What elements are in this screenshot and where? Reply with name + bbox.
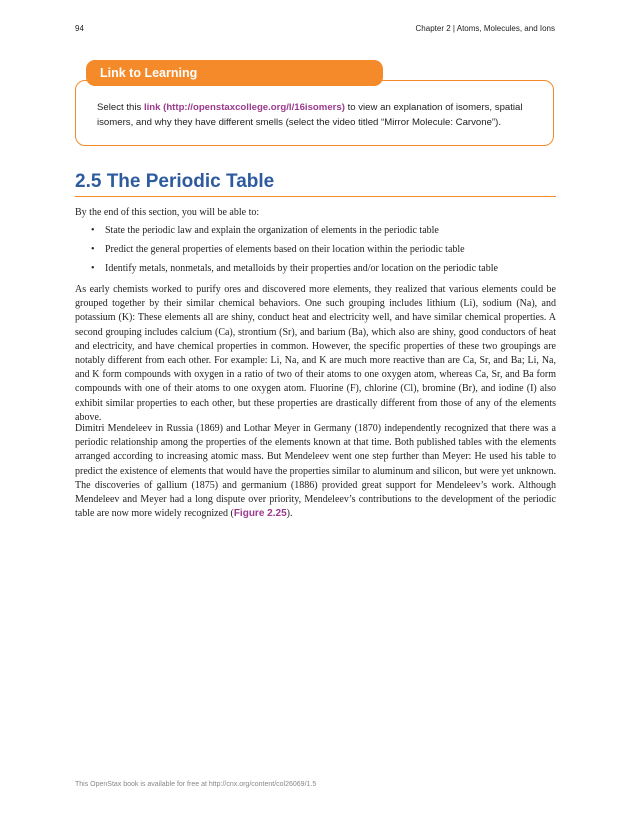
bullet-icon: • <box>91 244 95 255</box>
bullet-icon: • <box>91 263 95 274</box>
list-item <box>75 243 556 262</box>
bullet-icon: • <box>91 225 95 236</box>
figure-reference-link[interactable]: Figure 2.25 <box>233 508 287 520</box>
list-item <box>75 224 556 243</box>
link-to-learning-title: Link to Learning <box>86 60 383 86</box>
learning-objectives-list <box>75 224 556 281</box>
link-description-text: to view an explanation of isomers, spatial isomers, and why they have different smells (select the video titled “Mirror Molecule: Carvone”). <box>97 102 523 128</box>
objective-text: Identify metals, nonmetals, and metalloids by their properties and/or location on the periodic table <box>105 263 498 274</box>
link-intro-text: Select this <box>97 102 144 113</box>
objectives-intro: By the end of this section, you will be able to: <box>75 207 260 218</box>
isomers-link[interactable]: link (http://openstaxcollege.org/l/16isomers) <box>143 102 345 113</box>
objective-text: State the periodic law and explain the organization of elements in the periodic table <box>105 225 439 236</box>
list-item <box>75 262 556 281</box>
paragraph-element-groupings: As early chemists worked to purify ores and discovered more elements, they realized that various elements could be grouped together by their similar chemical behaviors. One such grouping includes lithium (Li), sodium (Na), and potassium (K): These elements all are shiny, conduct heat and electricity well, and have similar chemical properties. A second grouping includes calcium (Ca), strontium (Sr), and barium (Ba), which also are shiny, good conductors of heat and electricity, and have chemical properties in common. However, the specific properties of these two groupings are notably different from each other. For example: Li, Na, and K are much more reactive than are Ca, Sr, and Ba; Li, Na, and K form compounds with oxygen in a ratio of two of their atoms to one oxygen atom, whereas Ca, Sr, and Ba form compounds with one of their atoms to one oxygen atom. Fluorine (F), chlorine (Cl), bromine (Br), and iodine (I) also exhibit similar properties to each other, but these properties are drastically different from those of any of the elements above. <box>75 284 556 423</box>
link-to-learning-text <box>97 101 542 130</box>
page-number: 94 <box>75 24 84 33</box>
paragraph-mendeleev-end: ). <box>286 508 293 520</box>
section-title: 2.5 The Periodic Table <box>75 171 556 197</box>
objective-text: Predict the general properties of elements based on their location within the periodic table <box>105 244 465 255</box>
paragraph-mendeleev <box>75 422 556 521</box>
footer-note: This OpenStax book is available for free at http://cnx.org/content/col26069/1.5 <box>75 781 317 788</box>
paragraph-mendeleev-text: Dimitri Mendeleev in Russia (1869) and Lothar Meyer in Germany (1870) independently recognized that there was a periodic relationship among the properties of the elements known at that time. Both published tables with the elements arranged according to increasing atomic mass. But Mendeleev went one step further than Meyer: He used his table to predict the existence of elements that would have the properties similar to aluminum and silicon, but were yet unknown. The discoveries of gallium (1875) and germanium (1886) provided great support for Mendeleev’s work. Although Mendeleev and Meyer had a long dispute over priority, Mendeleev’s contributions to the development of the periodic table are now more widely recognized ( <box>75 423 556 520</box>
chapter-header: Chapter 2 | Atoms, Molecules, and Ions <box>415 24 555 33</box>
